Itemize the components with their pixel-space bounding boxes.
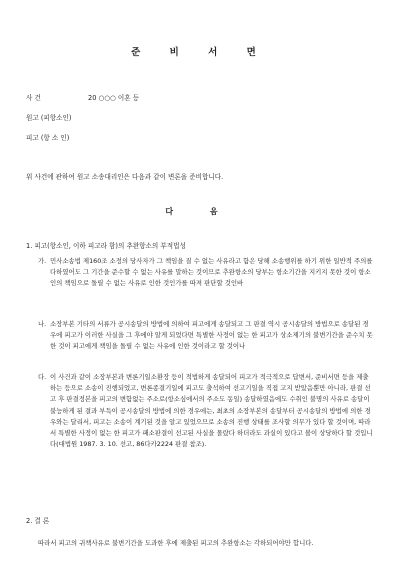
list-item-da xyxy=(38,372,374,450)
case-value: 20 ○○○ 이혼 등 xyxy=(88,94,140,102)
item-label: 다. xyxy=(38,373,47,381)
item-text: 소장부본 기타의 서류가 공시송달의 방법에 의하여 피고에게 송달되고 그 판결 역시 공시송달의 방법으로 송달된 경우에 피고가 이러한 사실을 그 후에야 알게 되었다면 특별한 사정이 없는 한 피고가 상소제기의 불변기간을 준수치 못한 것이 피고에게 책임을 돌릴 수 없는 사유에 인한 것이라고 할 것이나 xyxy=(50,320,373,351)
section-2-title: 2. 결 론 xyxy=(26,517,50,525)
list-item-ga xyxy=(38,256,374,290)
case-line xyxy=(26,94,139,103)
defendant-label: 피고 (항 소 인) xyxy=(26,134,70,142)
defendant-line xyxy=(26,134,69,143)
plaintiff-line xyxy=(26,114,71,123)
document-title: 준 비 서 면 xyxy=(131,47,269,58)
item-text: 민사소송법 제160조 소정의 당사자가 그 책임을 질 수 없는 사유라고 함은 당해 소송행위를 하기 위한 일반적 주의를 다하였어도 그 기간을 준수할 수 없는 사유를 말하는 것이므로 추완항소의 당부는 항소기간을 지키지 못한 것이 항소인의 책임으로 돌릴 수 없는 사유로 인한 것인가를 따져 판단할 것인바 xyxy=(50,257,373,288)
section-1-title: 1. 피고(항소인, 이하 피고라 함)의 추완항소의 부적법성 xyxy=(26,242,186,250)
case-label: 사 건 xyxy=(26,94,41,102)
item-label: 가. xyxy=(38,257,47,265)
intro-paragraph: 위 사건에 관하여 원고 소송대리인은 다음과 같이 변론을 준비합니다. xyxy=(26,173,224,181)
item-text: 이 사건과 같이 소장부본과 변론기일소환장 등이 적법하게 송달되어 피고가 적극적으로 답변서, 준비서면 등을 제출하는 등으로 소송이 진행되었고, 변론종결기일에 피고도 출석하여 선고기일을 직접 고지 받았음뿐만 아니라, 판결 선고 후 판결정본을 피고의 변함없는 주소로(항소심에서의 주소도 동일) 송달하였음에도 수취인 불명의 사유로 송달이 불능하게 된 결과 부득이 공시송달의 방법에 의한 경우에는, 최초의 소장부본의 송달부터 공시송달의 방법에 의한 경우와는 달리서, 피고는 소송이 계기된 것을 알고 있었으므로 소송의 진행 상태를 조사할 의무가 있다 할 것이며, 따라서 특별한 사정이 없는 한 피고가 패소판결이 선고된 사실을 몰랐다 하더라도 과실이 있다고 볼이 상당하다 할 것입니다(대법원 1987. 3. 10. 선고, 86다카2224 판결 참조). xyxy=(50,373,373,449)
conclusion-paragraph: 따라서 피고의 귀책사유로 불변기간을 도과한 후에 제출된 피고의 추완항소는 각하되어야만 합니다. xyxy=(38,539,314,547)
list-item-na xyxy=(38,319,374,353)
item-label: 나. xyxy=(38,320,47,328)
section-heading: 다 음 xyxy=(165,207,235,216)
plaintiff-label: 원고 (피항소인) xyxy=(26,114,72,122)
